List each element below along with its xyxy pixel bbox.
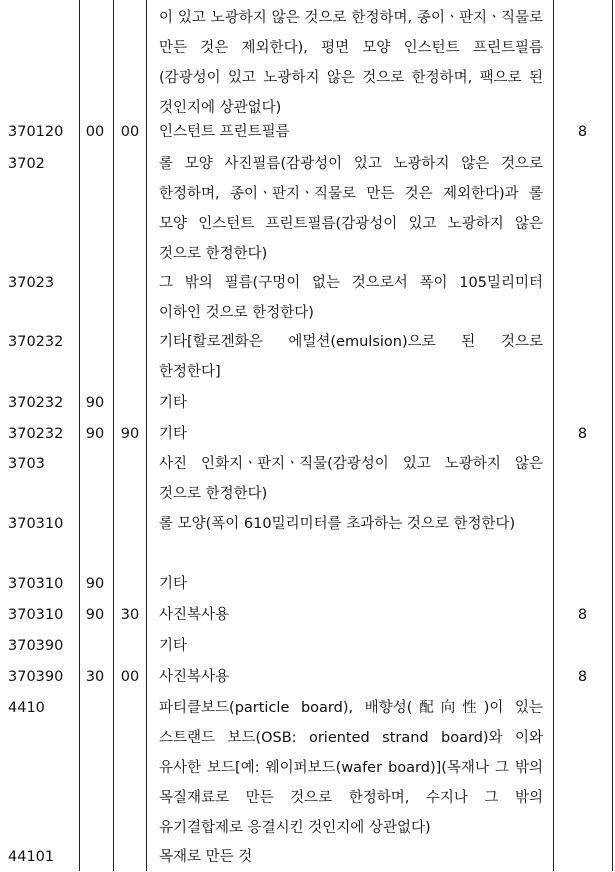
hs-code: 370310: [8, 607, 64, 623]
column-divider: [146, 0, 147, 871]
row-description: 기타[할로겐화은 에멀션(emulsion)으로 된 것으로 한정한다]: [159, 334, 543, 380]
tariff-rate: 8: [577, 124, 588, 140]
tariff-rate: 8: [577, 607, 588, 623]
row-description: 그 밖의 필름(구멍이 없는 것으로서 폭이 105밀리미터 이하인 것으로 한정한다): [159, 275, 543, 321]
column-divider: [553, 0, 554, 871]
row-description: 파티클보드(particle board), 배향성(配向性)이 있는 스트랜드 보드(OSB: oriented strand board)와 이와 유사한 보드[예: 웨이퍼보드(wafer board)](목재나 그 밖의 목질재료로 만든 것으로 한정하며, 수지나 그 밖의 유기결합제로 응결시킨 것인지에 상관없다): [159, 700, 543, 836]
row-description: 사진 인화지ㆍ판지ㆍ직물(감광성이 있고 노광하지 않은 것으로 한정한다): [159, 456, 543, 502]
sub-code-1: 90: [85, 607, 105, 623]
hs-code: 3702: [8, 156, 45, 172]
row-description: 사진복사용: [159, 669, 230, 685]
row-description: 이 있고 노광하지 않은 것으로 한정하며, 종이ㆍ판지ㆍ직물로 만든 것은 제외한다), 평면 모양 인스턴트 프린트필름(감광성이 있고 노광하지 않은 것으로 한정하며, 팩으로 된 것인지에 상관없다): [159, 10, 543, 116]
hs-code: 370120: [8, 124, 64, 140]
sub-code-2: 00: [120, 669, 140, 685]
hs-code: 370232: [8, 334, 64, 350]
hs-code: 370232: [8, 426, 64, 442]
hs-code: 370390: [8, 669, 64, 685]
hs-code: 44101: [8, 849, 55, 865]
sub-code-1: 90: [85, 426, 105, 442]
row-description: 기타: [159, 638, 188, 654]
row-description: 기타: [159, 395, 188, 411]
hs-code: 4410: [8, 700, 45, 716]
column-divider: [612, 0, 613, 871]
row-description: 목재로 만든 것: [159, 849, 253, 865]
tariff-rate: 8: [577, 669, 588, 685]
hs-code: 37023: [8, 275, 55, 291]
hs-code: 3703: [8, 456, 45, 472]
row-description: 롤 모양(폭이 610밀리미터를 초과하는 것으로 한정한다): [159, 516, 516, 532]
row-description: 롤 모양 사진필름(감광성이 있고 노광하지 않은 것으로 한정하며, 종이ㆍ판지ㆍ직물로 만든 것은 제외한다)과 롤 모양 인스턴트 프린트필름(감광성이 있고 노광하지 않은 것으로 한정한다): [159, 156, 543, 262]
sub-code-2: 30: [120, 607, 140, 623]
hs-code: 370390: [8, 638, 64, 654]
sub-code-1: 90: [85, 395, 105, 411]
sub-code-2: 00: [120, 124, 140, 140]
column-divider: [113, 0, 114, 871]
hs-code: 370310: [8, 516, 64, 532]
hs-code: 370232: [8, 395, 64, 411]
row-description: 기타: [159, 426, 188, 442]
tariff-rate: 8: [577, 426, 588, 442]
sub-code-1: 00: [85, 124, 105, 140]
sub-code-1: 90: [85, 576, 105, 592]
hs-code: 370310: [8, 576, 64, 592]
sub-code-1: 30: [85, 669, 105, 685]
row-description: 인스턴트 프린트필름: [159, 124, 290, 140]
row-description: 사진복사용: [159, 607, 230, 623]
row-description: 기타: [159, 576, 188, 592]
sub-code-2: 90: [120, 426, 140, 442]
